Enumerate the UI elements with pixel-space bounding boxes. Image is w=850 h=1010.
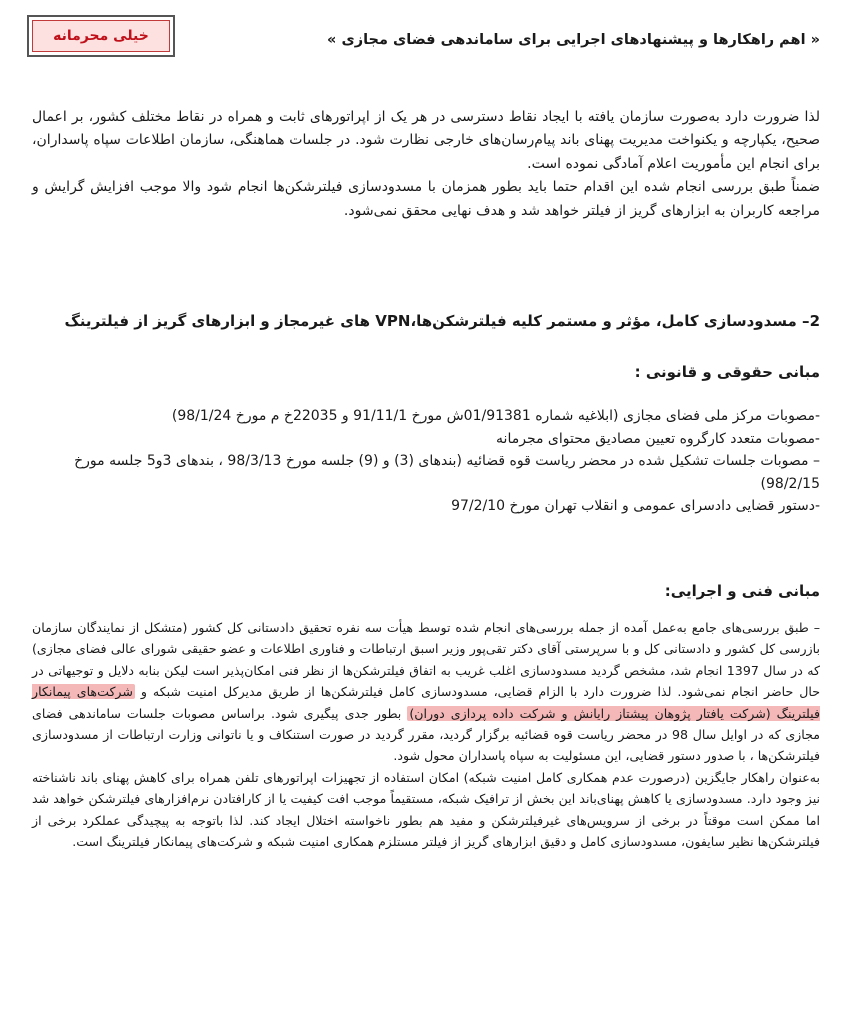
list-item: -مصوبات متعدد کارگروه تعیین مصادیق محتوای مجرمانه (496, 430, 820, 447)
intro-section (32, 106, 820, 223)
technical-section (32, 617, 820, 852)
intro-paragraph-2: ضمناً طبق بررسی انجام شده این اقدام حتما باید بطور همزمان با مسدودسازی فیلترشکن‌ها انجام شود والا موجب افزایش گرایش و مراجعه کاربران به ابزارهای گریز از فیلتر خواهد شد و هدف نهایی محقق نمی‌شود. (32, 179, 820, 219)
technical-text-a: – طبق بررسی‌های جامع به‌عمل آمده از جمله بررسی‌های انجام شده توسط هیأت سه نفره تحقیق دادستانی کل کشور (متشکل از نمایندگان سازمان بازرسی کل کشور و دادستانی کل و با سرپرستی آقای دکتر تقی‌پور وزیر اسبق ارتباطات و فناوری اطلاعات و عضو حقیقی شورای عالی فضای مجازی) که در سال 1397 انجام شد، مشخص گردید مسدودسازی اغلب غریب به اتفاق فیلترشکن‌ها از نظر فنی امکان‌پذیر است لیکن بنابه دلایل و توجیهاتی در حال حاضر انجام نمی‌شود. لذا ضرورت دارد با الزام قضایی، مسدودسازی کامل فیلترشکن‌ها از طریق مدیرکل امنیت شبکه و (32, 620, 820, 700)
technical-basis-heading: مبانی فنی و اجرایی: (664, 582, 820, 600)
list-item: -مصوبات مرکز ملی فضای مجازی (ابلاغیه شماره 01/91381ش مورخ 91/11/1 و 22035خ م مورخ 98/1/24) (171, 408, 820, 424)
technical-paragraph-2: به‌عنوان راهکار جایگزین (درصورت عدم همکاری کامل امنیت شبکه) امکان استفاده از تجهیزات اپراتورهای تلفن همراه برای کاهش پهنای باند ناشناخته نیز وجود دارد. مسدودسازی یا کاهش پهنای‌باند این بخش از ترافیک شبکه، مستقیماً موجب افت کیفیت یا از کارافتادن نرم‌افزارهای فیلترشکن خواهد شد اما ممکن است موقتاً در برخی از سرویس‌های غیرفیلترشکن و مفید هم بطور ناخواسته اختلال ایجاد کند. لذا باتوجه به پیچیدگی عملکرد برخی از فیلترشکن‌ها نظیر سایفون، مسدودسازی کامل و دقیق ابزارهای گریز از فیلتر مستلزم همکاری امنیت شبکه و شرکت‌های پیمانکار فیلترینگ است. (32, 769, 820, 850)
classification-stamp (27, 15, 175, 57)
document-header (20, 14, 820, 64)
highlighted-contractors: شرکت‌های پیمانکار فیلترینگ (شرکت یافتار پژوهان پیشتاز رایانش و شرکت داده پردازی دوران) (32, 684, 820, 721)
intro-paragraph-1: لذا ضرورت دارد به‌صورت سازمان یافته با ایجاد نقاط دسترسی در هر یک از اپراتورهای ثابت و همراه در نقاط مختلف کشور، بر اعمال صحیح، یکپارچه و یکنواخت مدیریت پهنای باند پیام‌رسان‌های خارجی نظارت شود. در جلسات هماهنگی، سازمان اطلاعات سپاه پاسداران، برای انجام این مأموریت اعلام آمادگی نموده است. (32, 109, 820, 172)
list-item: -دستور قضایی دادسرای عمومی و انقلاب تهران مورخ 97/2/10 (451, 498, 820, 515)
legal-basis-list (32, 405, 820, 518)
classification-label: خیلی محرمانه (32, 20, 170, 52)
technical-text-b: بطور جدی پیگیری شود. براساس مصوبات جلسات ساماندهی فضای مجازی که در اوایل سال 98 در محضر ریاست قوه قضائیه برگزار گردید، مقرر گردید در صورت استنکاف و یا ناتوانی وزارت ارتباطات از مسدودسازی فیلترشکن‌ها ، با صدور دستور قضایی، این مسئولیت به سپاه پاسداران محول شود. (32, 705, 820, 764)
document-title: « اهم راهکارها و پیشنهادهای اجرایی برای ساماندهی فضای مجازی » (327, 32, 820, 48)
list-item: – مصوبات جلسات تشکیل شده در محضر ریاست قوه قضائیه (بندهای (3) و (9) جلسه مورخ 98/3/13 ، بندهای 3و5 جلسه مورخ 98/2/15) (74, 453, 820, 492)
legal-basis-heading: مبانی حقوقی و قانونی : (634, 363, 820, 381)
technical-paragraph-1 (32, 617, 820, 767)
section-2-title: 2– مسدودسازی کامل، مؤثر و مستمر کلیه فیلترشکن‌ها،VPN های غیرمجاز و ابزارهای گریز از فیلترینگ (64, 312, 820, 330)
